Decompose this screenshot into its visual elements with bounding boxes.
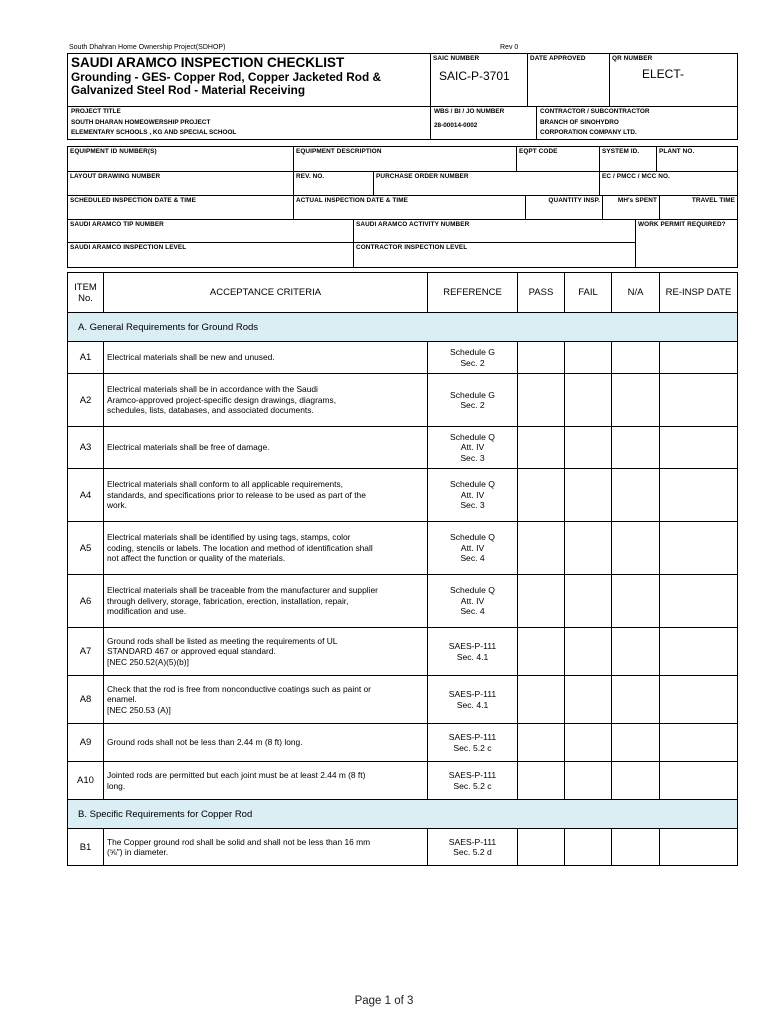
acceptance-criteria <box>104 522 428 575</box>
na-cell[interactable] <box>612 374 660 427</box>
equipment-id-field[interactable] <box>68 147 294 172</box>
layout-drawing-label: LAYOUT DRAWING NUMBER <box>70 173 161 180</box>
reference <box>428 676 518 724</box>
reference-line: Sec. 4.1 <box>456 651 489 662</box>
reference <box>428 469 518 522</box>
acceptance-criteria <box>104 374 428 427</box>
reference-line: SAES-P-111 <box>448 732 497 742</box>
reference-line: Schedule Q <box>450 479 495 490</box>
reference-line: Sec. 5.2 c <box>453 780 492 791</box>
po-number-label: PURCHASE ORDER NUMBER <box>376 173 469 180</box>
tip-number-label: SAUDI ARAMCO TIP NUMBER <box>70 221 164 228</box>
qty-insp-field[interactable] <box>526 196 603 220</box>
eqpt-code-label: EQPT CODE <box>519 148 558 155</box>
schedule-table <box>67 195 738 220</box>
pass-cell[interactable] <box>518 724 565 762</box>
criteria-line: Electrical materials shall be new and unused. <box>107 352 275 363</box>
work-permit-field[interactable] <box>636 220 738 268</box>
criteria-line: Aramco-approved project-specific design drawings, diagrams, <box>107 394 337 405</box>
criteria-line: [NEC 250.52(A)(5)(b)] <box>107 656 189 667</box>
na-cell[interactable] <box>612 522 660 575</box>
pass-column-header: PASS <box>518 273 565 313</box>
acceptance-criteria <box>104 724 428 762</box>
reinsp-date-cell[interactable] <box>660 724 738 762</box>
reference-line: Sec. 5.2 d <box>453 847 492 857</box>
criteria-line: STANDARD 467 or approved equal standard. <box>107 646 276 657</box>
table-row <box>68 575 738 628</box>
na-cell[interactable] <box>612 724 660 762</box>
reinsp-date-cell[interactable] <box>660 676 738 724</box>
table-row <box>68 724 738 762</box>
actual-date-label: ACTUAL INSPECTION DATE & TIME <box>296 197 409 204</box>
criteria-line: Electrical materials shall conform to all applicable requirements, <box>107 479 343 490</box>
plant-no-field[interactable] <box>657 147 738 172</box>
na-cell[interactable] <box>612 676 660 724</box>
system-id-label: SYSTEM ID. <box>602 148 640 155</box>
activity-number-label: SAUDI ARAMCO ACTIVITY NUMBER <box>356 221 470 228</box>
saic-number-cell <box>431 54 528 107</box>
fail-cell[interactable] <box>565 374 612 427</box>
table-row <box>68 676 738 724</box>
tip-number-field[interactable] <box>68 220 354 243</box>
reinsp-date-cell[interactable] <box>660 374 738 427</box>
criteria-line: Check that the rod is free from nonconductive coatings such as paint or <box>107 683 371 694</box>
criteria-line: schedules, lists, databases, and associated documents. <box>107 405 314 416</box>
reference <box>428 628 518 676</box>
sched-date-label: SCHEDULED INSPECTION DATE & TIME <box>70 197 196 204</box>
equipment-desc-label: EQUIPMENT DESCRIPTION <box>296 148 382 155</box>
reference <box>428 575 518 628</box>
reinsp-date-cell[interactable] <box>660 522 738 575</box>
title-cell <box>68 54 431 107</box>
na-cell[interactable] <box>612 342 660 374</box>
pass-cell[interactable] <box>518 829 565 866</box>
reference-line: Sec. 4.1 <box>456 699 489 710</box>
item-column-header: ITEM No. <box>68 273 104 313</box>
qr-number-value: ELECT- <box>642 67 685 81</box>
na-cell[interactable] <box>612 427 660 469</box>
project-title-label: PROJECT TITLE <box>71 108 121 115</box>
reference-line: SAES-P-111 <box>448 836 497 847</box>
acceptance-criteria <box>104 628 428 676</box>
criteria-line: coding, stencils or labels. The location and method of identification shall <box>107 542 373 553</box>
section-header-row <box>68 313 738 342</box>
reinsp-date-cell[interactable] <box>660 469 738 522</box>
activity-number-field[interactable] <box>354 220 636 243</box>
fail-cell[interactable] <box>565 724 612 762</box>
criteria-line: Electrical materials shall be free of damage. <box>107 442 270 453</box>
equipment-desc-field[interactable] <box>294 147 517 172</box>
rev-no-field[interactable] <box>294 172 374 196</box>
fail-cell[interactable] <box>565 342 612 374</box>
project-title-line2: ELEMENTARY SCHOOLS , KG AND SPECIAL SCHOOL <box>71 129 237 136</box>
acceptance-criteria <box>104 762 428 800</box>
contractor-level-label: CONTRACTOR INSPECTION LEVEL <box>356 244 468 251</box>
table-row <box>68 522 738 575</box>
criteria-line: Electrical materials shall be traceable from the manufacturer and supplier <box>107 585 378 596</box>
criteria-line: enamel. <box>107 694 137 705</box>
saic-number-value: SAIC-P-3701 <box>439 69 510 83</box>
criteria-line: [NEC 250.53 (A)] <box>107 704 171 715</box>
reinsp-date-cell[interactable] <box>660 427 738 469</box>
reference <box>428 427 518 469</box>
reference-line: Schedule Q <box>450 585 495 596</box>
criteria-line: Jointed rods are permitted but each joint must be at least 2.44 m (8 ft) <box>107 770 366 780</box>
page-number: Page 1 of 3 <box>354 995 414 1007</box>
reinsp-date-cell[interactable] <box>660 829 738 866</box>
sa-level-field[interactable] <box>68 243 354 268</box>
plant-no-label: PLANT NO. <box>659 148 695 155</box>
ec-pmcc-field[interactable] <box>600 172 738 196</box>
qr-number-cell <box>610 54 738 107</box>
reference-line: Sec. 5.2 c <box>453 742 492 753</box>
qty-insp-label: QUANTITY INSP. <box>548 197 600 204</box>
reference <box>428 829 518 866</box>
item-number: B1 <box>68 829 104 866</box>
contractor-line2: CORPORATION COMPANY LTD. <box>540 129 637 136</box>
sa-level-label: SAUDI ARAMCO INSPECTION LEVEL <box>70 244 187 251</box>
criteria-line: Ground rods shall not be less than 2.44 m (8 ft) long. <box>107 737 303 748</box>
criteria-line: modification and use. <box>107 606 187 617</box>
reference-line: Sec. 2 <box>460 400 485 410</box>
pass-cell[interactable] <box>518 522 565 575</box>
reference-line: Schedule Q <box>450 532 495 543</box>
criteria-column-header: ACCEPTANCE CRITERIA <box>104 273 428 313</box>
system-id-field[interactable] <box>600 147 657 172</box>
item-number: A8 <box>68 676 104 724</box>
mhs-spent-label: MH's SPENT <box>617 197 657 204</box>
mhs-spent-field[interactable] <box>603 196 660 220</box>
fail-cell[interactable] <box>565 522 612 575</box>
pass-cell[interactable] <box>518 676 565 724</box>
equipment-id-label: EQUIPMENT ID NUMBER(S) <box>70 148 157 155</box>
checklist-title: SAUDI ARAMCO INSPECTION CHECKLIST <box>71 55 345 70</box>
na-cell[interactable] <box>612 829 660 866</box>
acceptance-criteria <box>104 676 428 724</box>
pass-cell[interactable] <box>518 762 565 800</box>
criteria-line: through delivery, storage, fabrication, erection, installation, repair, <box>107 595 349 606</box>
reference-line: SAES-P-111 <box>448 770 497 780</box>
reference-line: Schedule G <box>450 389 495 400</box>
acceptance-criteria <box>104 829 428 866</box>
table-row <box>68 469 738 522</box>
reference <box>428 374 518 427</box>
reinsp-date-cell[interactable] <box>660 628 738 676</box>
actual-date-field[interactable] <box>294 196 526 220</box>
reference-line: Sec. 2 <box>460 357 485 368</box>
pass-cell[interactable] <box>518 342 565 374</box>
column-header-row <box>68 273 738 313</box>
reference-line: Sec. 3 <box>460 452 485 463</box>
criteria-line: not affect the function or quality of the materials. <box>107 553 286 564</box>
wbs-value: 28-00014-0002 <box>434 121 478 129</box>
section-header-row <box>68 800 738 829</box>
reference-line: Att. IV <box>460 542 485 553</box>
fail-cell[interactable] <box>565 427 612 469</box>
rev-no-label: REV. NO. <box>296 173 325 180</box>
item-number: A5 <box>68 522 104 575</box>
layout-drawing-field[interactable] <box>68 172 294 196</box>
item-number: A10 <box>68 762 104 800</box>
acceptance-criteria <box>104 342 428 374</box>
reference <box>428 522 518 575</box>
saic-number-label: SAIC NUMBER <box>433 55 480 62</box>
layout-table <box>67 171 738 196</box>
reference-line: Att. IV <box>460 489 485 500</box>
table-row <box>68 374 738 427</box>
eqpt-code-field[interactable] <box>517 147 600 172</box>
tip-table <box>67 219 738 268</box>
revision: Rev 0 <box>500 44 519 51</box>
po-number-field[interactable] <box>374 172 600 196</box>
contractor-cell <box>537 107 738 140</box>
item-number: A7 <box>68 628 104 676</box>
fail-cell[interactable] <box>565 676 612 724</box>
reference <box>428 342 518 374</box>
criteria-line: Electrical materials shall be in accordance with the Saudi <box>107 384 318 395</box>
qr-number-label: QR NUMBER <box>612 55 653 62</box>
fail-column-header: FAIL <box>565 273 612 313</box>
reference-line: SAES-P-111 <box>448 641 497 651</box>
acceptance-criteria <box>104 427 428 469</box>
table-row <box>68 427 738 469</box>
pass-cell[interactable] <box>518 575 565 628</box>
fail-cell[interactable] <box>565 762 612 800</box>
travel-time-label: TRAVEL TIME <box>691 197 735 204</box>
item-number: A1 <box>68 342 104 374</box>
pass-cell[interactable] <box>518 628 565 676</box>
table-row <box>68 628 738 676</box>
na-column-header: N/A <box>612 273 660 313</box>
acceptance-criteria <box>104 469 428 522</box>
checklist-table <box>67 272 738 866</box>
item-number: A4 <box>68 469 104 522</box>
criteria-line: The Copper ground rod shall be solid and shall not be less than 16 mm <box>107 836 371 847</box>
pass-cell[interactable] <box>518 427 565 469</box>
fail-cell[interactable] <box>565 469 612 522</box>
travel-time-field[interactable] <box>660 196 738 220</box>
date-approved-cell <box>528 54 610 107</box>
table-row <box>68 829 738 866</box>
work-permit-label: WORK PERMIT REQUIRED? <box>638 221 726 228</box>
reference-line: Att. IV <box>460 442 485 453</box>
project-title-cell <box>68 107 431 140</box>
reference-line: Schedule G <box>450 347 495 357</box>
equipment-table <box>67 146 738 172</box>
na-cell[interactable] <box>612 469 660 522</box>
item-number: A2 <box>68 374 104 427</box>
section-heading: A. General Requirements for Ground Rods <box>68 313 738 342</box>
reference-line: SAES-P-111 <box>448 689 497 699</box>
criteria-line: Electrical materials shall be identified by using tags, stamps, color <box>107 532 351 543</box>
table-row <box>68 342 738 374</box>
reinsp-date-column-header: RE-INSP DATE <box>660 273 738 313</box>
reinsp-date-cell[interactable] <box>660 575 738 628</box>
wbs-label: WBS / BI / JO NUMBER <box>434 108 505 115</box>
wbs-cell <box>431 107 537 140</box>
criteria-line: work. <box>107 500 128 511</box>
item-number: A9 <box>68 724 104 762</box>
contractor-level-field[interactable] <box>354 243 636 268</box>
pass-cell[interactable] <box>518 374 565 427</box>
criteria-line: Ground rods shall be listed as meeting the requirements of UL <box>107 635 338 646</box>
acceptance-criteria <box>104 575 428 628</box>
reference-line: Att. IV <box>460 595 485 606</box>
fail-cell[interactable] <box>565 628 612 676</box>
project-table <box>67 106 738 140</box>
fail-cell[interactable] <box>565 829 612 866</box>
reference-line: Schedule Q <box>450 431 495 442</box>
reference-line: Sec. 4 <box>460 606 485 617</box>
reinsp-date-cell[interactable] <box>660 342 738 374</box>
ec-pmcc-label: EC / PMCC / MCC NO. <box>602 173 670 180</box>
criteria-line: (⅝") in diameter. <box>107 847 169 857</box>
reference-line: Sec. 3 <box>460 500 485 511</box>
criteria-line: standards, and specifications prior to release to be used as part of the <box>107 489 366 500</box>
reference-column-header: REFERENCE <box>428 273 518 313</box>
fail-cell[interactable] <box>565 575 612 628</box>
item-number: A3 <box>68 427 104 469</box>
na-cell[interactable] <box>612 762 660 800</box>
na-cell[interactable] <box>612 628 660 676</box>
reference <box>428 762 518 800</box>
pass-cell[interactable] <box>518 469 565 522</box>
project-title-line1: SOUTH DHARAN HOMEOWERSHIP PROJECT <box>71 118 211 126</box>
sched-date-field[interactable] <box>68 196 294 220</box>
table-row <box>68 762 738 800</box>
reference <box>428 724 518 762</box>
reinsp-date-cell[interactable] <box>660 762 738 800</box>
reference-line: Sec. 4 <box>460 553 485 564</box>
project-name: South Dhahran Home Ownership Project(SDHOP) <box>69 44 226 51</box>
criteria-line: long. <box>107 780 126 791</box>
item-number: A6 <box>68 575 104 628</box>
section-heading: B. Specific Requirements for Copper Rod <box>68 800 738 829</box>
header-table <box>67 53 738 107</box>
contractor-line1: BRANCH OF SINOHYDRO <box>540 118 619 126</box>
na-cell[interactable] <box>612 575 660 628</box>
checklist-subtitle: Grounding - GES- Copper Rod, Copper Jacketed Rod & Galvanized Steel Rod - Material Receiving <box>71 70 382 97</box>
date-approved-label: DATE APPROVED <box>530 55 586 62</box>
contractor-label: CONTRACTOR / SUBCONTRACTOR <box>540 108 650 115</box>
